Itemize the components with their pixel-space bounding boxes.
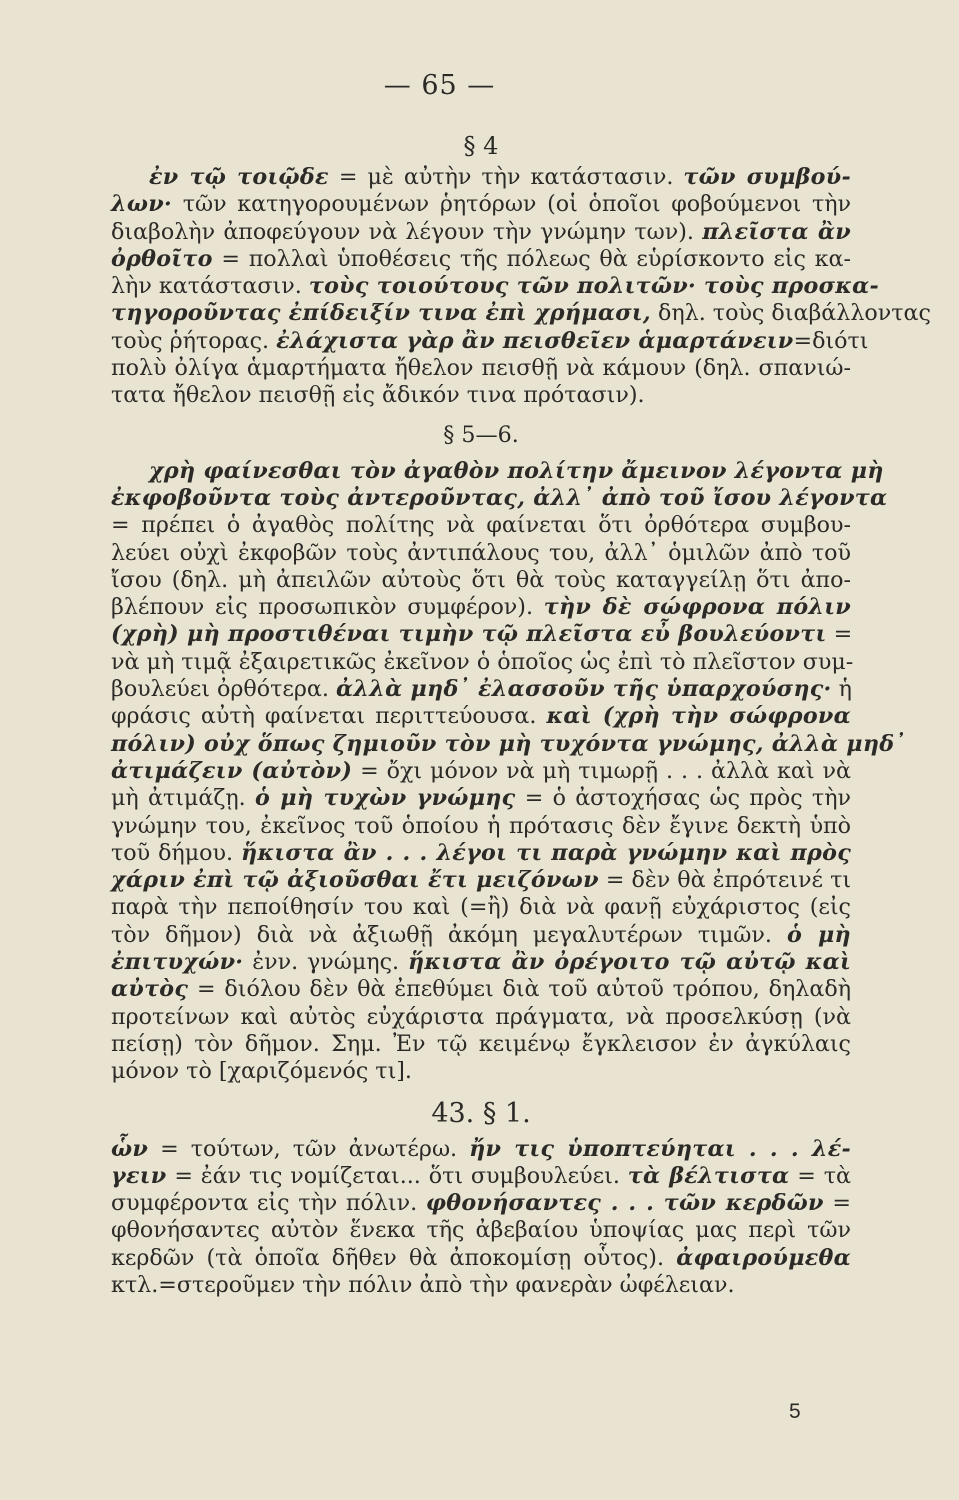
gloss: = ἐάν τις νομίζεται... ὅτι συμβουλεύει. <box>166 1162 628 1189</box>
gloss: τοὺς ῥήτορας. <box>111 327 277 354</box>
gloss: τατα ἤθελον πεισθῇ εἰς ἄδικόν τινα πρότασιν). <box>111 382 645 409</box>
text-line <box>111 785 851 812</box>
gloss: συμφέροντα εἰς τὴν πόλιν. <box>111 1190 426 1217</box>
gloss: τοῦ δήμου. <box>111 839 242 866</box>
lemma: ἐν τῷ τοιῷδε <box>149 164 329 190</box>
gloss: δηλ. τοὺς διαβάλλοντας <box>650 300 931 327</box>
text-line <box>111 246 851 273</box>
text-line <box>111 164 851 191</box>
gloss: παρὰ τὴν πεποίθησίν του καὶ (=ἢ) διὰ νὰ φανῇ εὐχάριστος (εἰς <box>111 894 851 921</box>
gloss: πείσῃ) τὸν δῆμον. Σημ. Ἐν τῷ κειμένῳ ἔγκλεισον ἐν ἀγκύλαις <box>111 1030 851 1057</box>
text-line <box>111 457 884 485</box>
lemma: ἥκιστα ἂν ὀρέγοιτο τῷ αὐτῷ καὶ <box>407 949 851 976</box>
lemma: πόλιν) οὐχ ὅπως ζημιοῦν τὸν μὴ τυχόντα γνώμης, ἀλλὰ μηδ᾿ <box>111 730 906 757</box>
lemma: ὀρθοῖτο <box>111 245 213 272</box>
text-line <box>111 355 851 382</box>
text-line <box>111 813 851 840</box>
lemma: ἐκφοβοῦντα τοὺς ἀντεροῦντας, ἀλλ᾿ ἀπὸ τοῦ ἴσου λέγοντα <box>111 484 888 511</box>
lemma: φθονήσαντες . . . τῶν κερδῶν <box>425 1190 824 1217</box>
gloss: =διότι <box>793 327 869 354</box>
gloss: ἴσου (δηλ. μὴ ἀπειλῶν αὐτοὺς ὅτι θὰ τοὺς καταγγείλῃ ὅτι ἀπο- <box>111 566 851 593</box>
gloss: φράσις αὐτὴ φαίνεται περιττεύουσα. <box>111 703 547 730</box>
gloss: = ὄχι μόνον νὰ μὴ τιμωρῇ . . . ἀλλὰ καὶ νὰ <box>352 757 851 784</box>
text-line <box>111 976 851 1003</box>
lemma: ὧν <box>111 1135 149 1162</box>
text-line <box>111 1004 851 1031</box>
text-line <box>111 840 851 867</box>
gloss: βλέπουν εἰς προσωπικὸν συμφέρον). <box>111 594 544 621</box>
lemma: ὁ μὴ <box>786 921 851 948</box>
lemma: πλεῖστα ἂν <box>702 218 852 245</box>
gloss: βουλεύει ὀρθότερα. <box>111 676 336 703</box>
gloss: = <box>823 1190 851 1217</box>
text-line <box>111 191 851 218</box>
gloss: κτλ.=στεροῦμεν τὴν πόλιν ἀπὸ τὴν φανερὰν ὠφέλειαν. <box>111 1271 735 1298</box>
lemma: χάριν ἐπὶ τῷ ἀξιοῦσθαι ἔτι μειζόνων <box>111 867 599 894</box>
gloss: τὸν δῆμον) διὰ νὰ ἀξιωθῇ ἀκόμη μεγαλυτέρων τιμῶν. <box>111 921 787 948</box>
lemma: ἀλλὰ μηδ᾿ ἐλασσοῦν τῆς ὑπαρχούσης· <box>335 676 832 703</box>
gloss: μόνον τὸ [χαριζόμενός τι]. <box>111 1058 412 1085</box>
section-heading: § 4 <box>463 132 499 160</box>
text-line <box>111 1217 851 1244</box>
text-line <box>111 730 906 758</box>
signature-mark: 5 <box>789 1400 801 1423</box>
text-line <box>111 484 888 512</box>
text-line <box>111 219 851 246</box>
lemma: αὐτὸς <box>111 976 189 1003</box>
gloss: νὰ μὴ τιμᾷ ἐξαιρετικῶς ἐκεῖνον ὁ ὁποῖος ὡς ἐπὶ τὸ πλεῖστον συμ- <box>111 648 854 675</box>
gloss: μὴ ἀτιμάζῃ. <box>111 785 255 812</box>
lemma: ἐλάχιστα γὰρ ἂν πεισθεῖεν ἁμαρτάνειν <box>276 327 794 354</box>
lemma: λων· <box>111 191 173 218</box>
text-line <box>111 1136 851 1163</box>
text-line <box>111 512 851 539</box>
lemma: τὰ βέλτιστα <box>627 1162 790 1189</box>
lemma: ἐπιτυχών· <box>111 949 244 976</box>
text-line <box>111 300 931 327</box>
text-line <box>111 1058 851 1085</box>
lemma: (χρὴ) μὴ προστιθέναι τιμὴν τῷ πλεῖστα εὖ βουλεύοντι <box>111 621 827 648</box>
gloss: ἡ <box>831 676 852 703</box>
gloss: = πολλαὶ ὑποθέσεις τῆς πόλεως θὰ εὑρίσκοντο εἰς κα- <box>212 245 851 272</box>
lemma: γειν <box>111 1162 167 1189</box>
lemma: τηγοροῦντας ἐπίδειξίν τινα ἐπὶ χρήμασι, <box>111 300 651 327</box>
text-line <box>111 758 851 785</box>
gloss: γνώμην του, ἐκεῖνος τοῦ ὁποίου ἡ πρότασις δὲν ἔγινε δεκτὴ ὑπὸ <box>111 812 851 839</box>
gloss: = τὰ <box>789 1162 851 1189</box>
text-line <box>111 1272 851 1299</box>
gloss: πολὺ ὀλίγα ἁμαρτήματα ἤθελον πεισθῇ νὰ κάμουν (δηλ. σπανιώ- <box>111 355 851 382</box>
gloss: = <box>826 621 853 648</box>
lemma: καὶ (χρὴ τὴν σώφρονα <box>546 703 851 730</box>
text-line <box>111 540 851 567</box>
gloss: ἐνν. γνώμης. <box>243 949 408 976</box>
text-line <box>111 1245 851 1272</box>
text-line <box>111 1163 851 1190</box>
commentary-text <box>111 128 931 1299</box>
gloss: λὴν κατάστασιν. <box>111 273 309 300</box>
text-line <box>111 867 851 894</box>
text-line <box>111 1190 851 1217</box>
gloss: = πρέπει ὁ ἀγαθὸς πολίτης νὰ φαίνεται ὅτι ὀρθότερα συμβου- <box>111 512 851 539</box>
text-line <box>111 949 851 976</box>
gloss: διαβολὴν ἀποφεύγουν νὰ λέγουν τὴν γνώμην των). <box>111 218 703 245</box>
text-line <box>111 648 854 676</box>
text-line <box>111 594 851 621</box>
lemma: τῶν συμβού- <box>683 164 851 190</box>
gloss: φθονήσαντες αὐτὸν ἕνεκα τῆς ἀβεβαίου ὑποψίας μας περὶ τῶν <box>111 1217 851 1244</box>
section-heading: § 5—6. <box>443 421 519 448</box>
text-line <box>111 703 851 730</box>
lemma: χρὴ φαίνεσθαι τὸν ἀγαθὸν πολίτην ἄμεινον λέγοντα μὴ <box>149 457 884 484</box>
lemma: ἥκιστα ἂν . . . λέγοι τι παρὰ γνώμην καὶ πρὸς <box>241 839 851 866</box>
text-line <box>111 327 869 355</box>
lemma: τὴν δὲ σώφρονα πόλιν <box>543 594 852 621</box>
lemma: ἀτιμάζειν (αὐτὸν) <box>111 757 353 784</box>
gloss: προτείνων καὶ αὐτὸς εὐχάριστα πράγματα, νὰ προσελκύσῃ (νὰ <box>111 1003 851 1030</box>
lemma: ἀφαιρούμεθα <box>676 1244 851 1271</box>
text-line <box>111 922 851 949</box>
gloss: = ὁ ἀστοχήσας ὡς πρὸς τὴν <box>515 785 851 812</box>
gloss: τῶν κατηγορουμένων ῥητόρων (οἱ ὁποῖοι φοβούμενοι τὴν <box>172 191 851 218</box>
text-line <box>111 382 851 409</box>
gloss: = δὲν θὰ ἐπρότεινέ τι <box>598 867 852 894</box>
text-line <box>111 567 851 594</box>
text-line <box>111 894 851 921</box>
gloss: = μὲ αὐτὴν τὴν κατάστασιν. <box>328 164 684 190</box>
lemma: ἤν τις ὑποπτεύηται . . . λέ- <box>469 1135 851 1162</box>
text-line <box>111 676 851 703</box>
section-heading: 43. § 1. <box>431 1097 531 1129</box>
gloss: = τούτων, τῶν ἀνωτέρω. <box>148 1135 470 1162</box>
gloss: = διόλου δὲν θὰ ἐπεθύμει διὰ τοῦ αὐτοῦ τρόπου, δηλαδὴ <box>188 976 851 1003</box>
text-line <box>111 273 880 300</box>
text-line <box>111 1031 851 1058</box>
text-line <box>111 621 851 648</box>
gloss: λεύει οὐχὶ ἐκφοβῶν τοὺς ἀντιπάλους του, ἀλλ᾿ ὁμιλῶν ἀπὸ τοῦ <box>111 539 851 566</box>
page-number: — 65 — <box>383 70 496 101</box>
lemma: τοὺς τοιούτους τῶν πολιτῶν· τοὺς προσκα- <box>308 273 880 300</box>
gloss: κερδῶν (τὰ ὁποῖα δῆθεν θὰ ἀποκομίσῃ οὗτος). <box>111 1244 677 1271</box>
lemma: ὁ μὴ τυχὼν γνώμης <box>254 785 516 812</box>
